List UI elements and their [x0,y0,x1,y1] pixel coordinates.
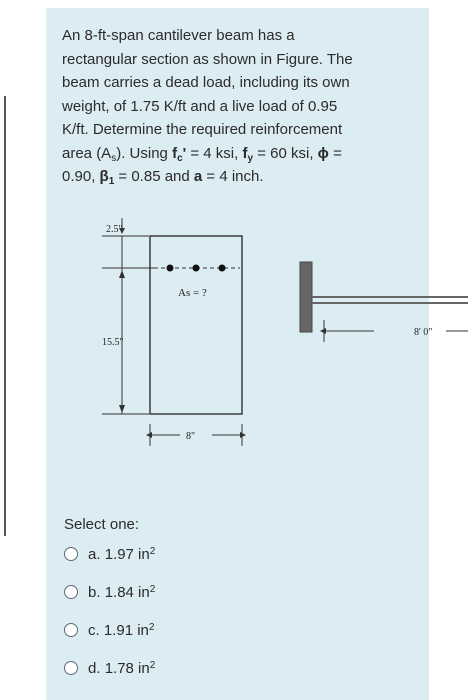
beta-symbol: $\beta_1$ [99,168,115,187]
option-a-text: a. 1.97 $in^2$ [88,545,156,563]
cover-label: 2.5" [106,224,123,235]
option-a[interactable] [64,541,155,567]
question-line-7 [62,165,412,189]
option-d-text: d. 1.78 $in^2$ [88,659,156,677]
question-line-5: K/ft. Determine the required reinforcement [62,121,343,138]
left-scroll-bar [4,96,6,536]
rebar-1 [167,265,174,272]
a-value: = 4 inch. [202,168,264,185]
beam-figure [74,210,468,480]
option-c[interactable] [64,617,154,643]
width-label: 8" [186,431,196,442]
beta-value: = 0.85 and [114,168,194,185]
option-c-text: c. 1.91 $in^2$ [88,621,155,639]
question-box [46,8,433,700]
option-b[interactable] [64,579,155,605]
span-label: 8' 0" [414,327,433,338]
option-d-radio[interactable] [64,661,78,675]
option-a-radio[interactable] [64,547,78,561]
option-b-text: b. 1.84 $in^2$ [88,583,156,601]
q6-sub: s [111,152,117,164]
fy-value: = 60 ksi, [253,144,318,162]
a-symbol: a [193,168,203,185]
rebar-3 [219,265,226,272]
q6-pre: area (A [62,144,112,162]
option-d[interactable] [64,655,155,681]
option-b-radio[interactable] [64,585,78,599]
phi-value: = [328,144,342,162]
rebar-2 [193,265,200,272]
depth-label: 15.5" [102,337,124,348]
q6-mid: ). Using [116,144,173,162]
question-line-6 [62,142,412,166]
question-line-2: rectangular section as shown in Figure. The [62,50,353,68]
phi-symbol: ϕ [317,144,329,162]
as-label: As = ? [178,287,207,299]
question-line-3: beam carries a dead load, including its own [62,74,350,91]
q7-pre: 0.90, [62,168,100,185]
fc-value: = 4 ksi, [186,144,243,162]
select-one-label: Select one: [64,516,140,533]
fy-symbol: $f_y$ [242,144,254,164]
question-line-1: An 8-ft-span cantilever beam has a [62,27,295,44]
fc-symbol: $f_c'$ [172,144,187,164]
option-c-radio[interactable] [64,623,78,637]
question-text [62,24,412,189]
question-line-4: weight, of 1.75 K/ft and a live load of 0.95 [62,97,338,115]
